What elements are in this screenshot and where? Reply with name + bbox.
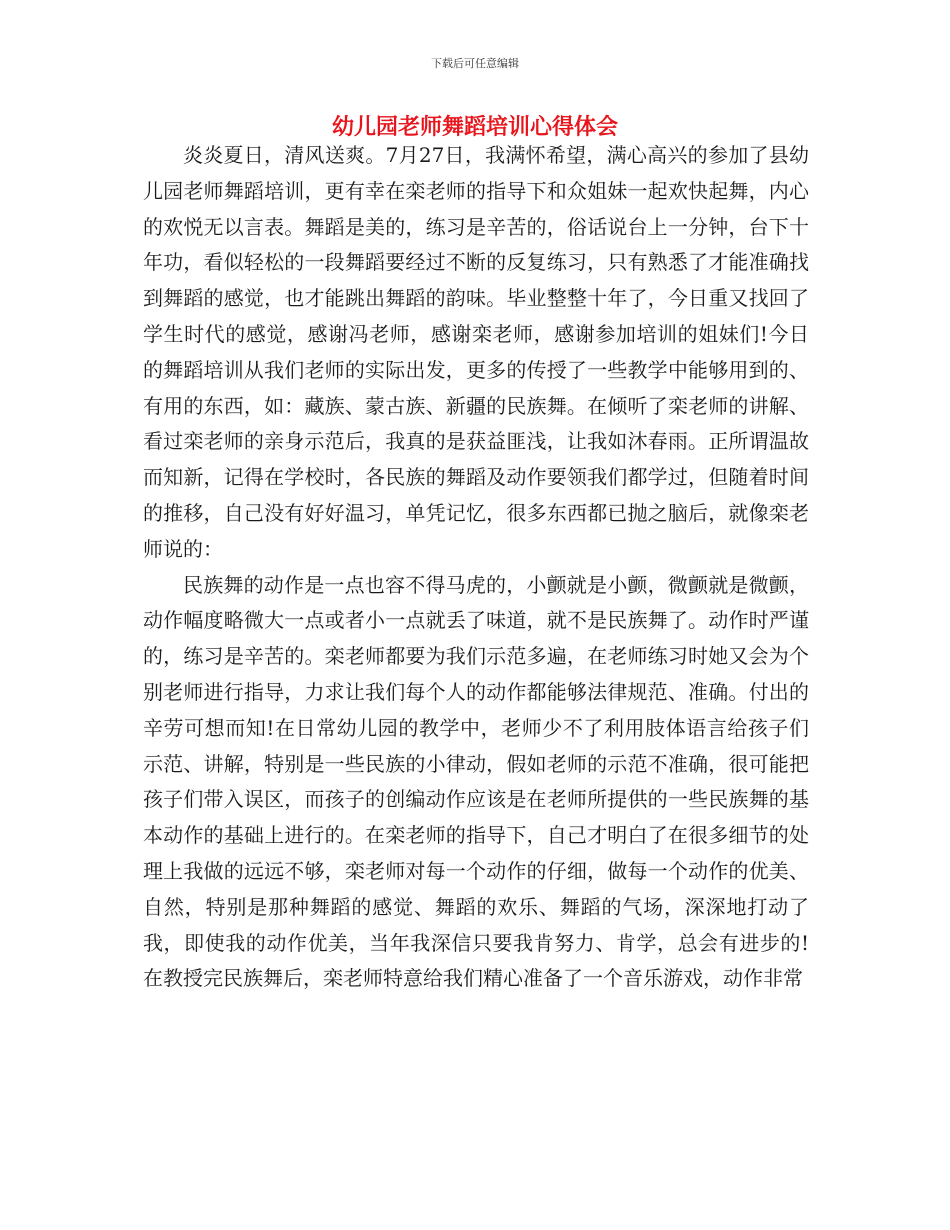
paragraph-1: 炎炎夏日，清风送爽。7月27日，我满怀希望，满心高兴的参加了县幼儿园老师舞蹈培训，更有幸在栾老师的指导下和众姐妹一起欢快起舞，内心的欢悦无以言表。舞蹈是美的，练习是辛苦的，俗话说台上一分钟，台下十年功，看似轻松的一段舞蹈要经过不断的反复练习，只有熟悉了才能准确找到舞蹈的感觉，也才能跳出舞蹈的韵味。毕业整整十年了，今日重又找回了学生时代的感觉，感谢冯老师，感谢栾老师，感谢参加培训的姐妹们!今日的舞蹈培训从我们老师的实际出发，更多的传授了一些教学中能够用到的、有用的东西，如：藏族、蒙古族、新疆的民族舞。在倾听了栾老师的讲解、看过栾老师的亲身示范后，我真的是获益匪浅，让我如沐春雨。正所谓温故而知新，记得在学校时，各民族的舞蹈及动作要领我们都学过，但随着时间的推移，自己没有好好温习，单凭记忆，很多东西都已抛之脑后，就像栾老师说的：	[143, 143, 809, 561]
header-note: 下载后可任意编辑	[431, 57, 519, 70]
document-title: 幼儿园老师舞蹈培训心得体会	[331, 115, 618, 140]
document-body	[143, 138, 809, 997]
paragraph-2: 民族舞的动作是一点也容不得马虎的，小颤就是小颤，微颤就是微颤，动作幅度略微大一点或者小一点就丢了味道，就不是民族舞了。动作时严谨的，练习是辛苦的。栾老师都要为我们示范多遍，在老师练习时她又会为个别老师进行指导，力求让我们每个人的动作都能够法律规范、准确。付出的辛劳可想而知!在日常幼儿园的教学中，老师少不了利用肢体语言给孩子们示范、讲解，特别是一些民族的小律动，假如老师的示范不准确，很可能把孩子们带入误区，而孩子的创编动作应该是在老师所提供的一些民族舞的基本动作的基础上进行的。在栾老师的指导下，自己才明白了在很多细节的处理上我做的远远不够，栾老师对每一个动作的仔细，做每一个动作的优美、自然，特别是那种舞蹈的感觉、舞蹈的欢乐、舞蹈的气场，深深地打动了我，即使我的动作优美，当年我深信只要我肯努力、肯学，总会有进步的!在教授完民族舞后，栾老师特意给我们精心准备了一个音乐游戏，动作非常	[143, 572, 809, 991]
